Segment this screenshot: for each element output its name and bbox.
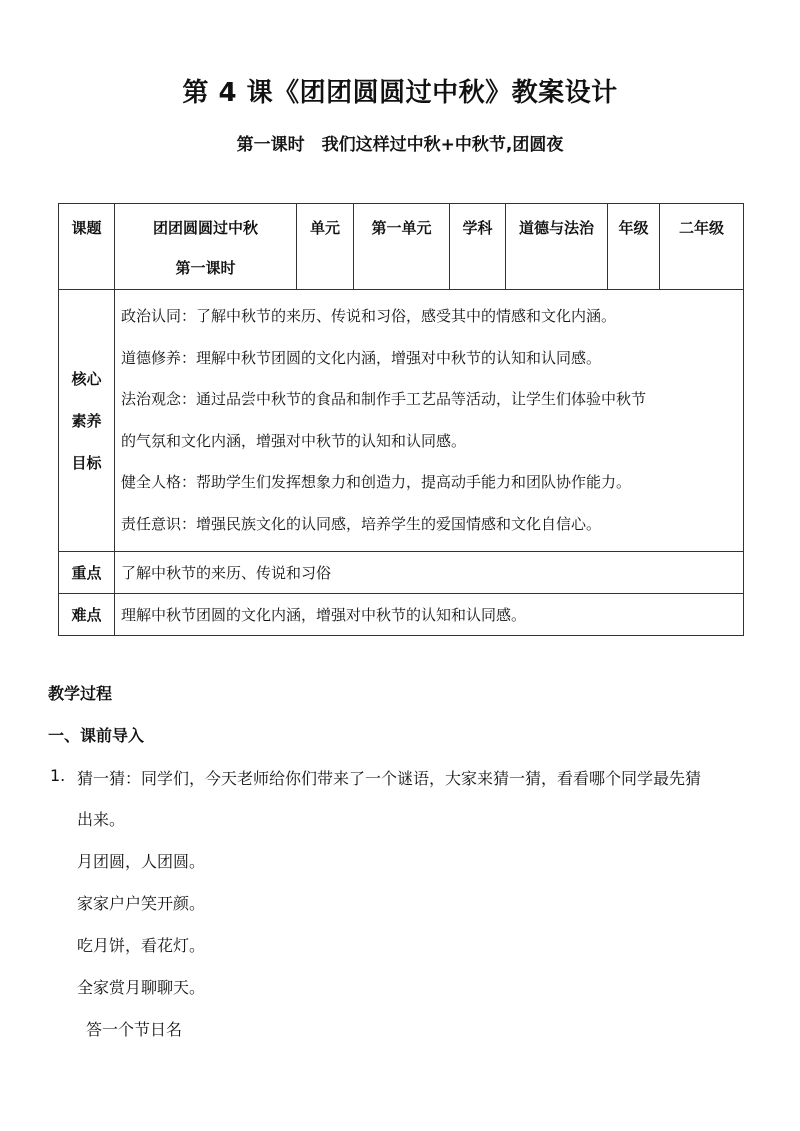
riddle-intro-line1: 猜一猜：同学们，今天老师给你们带来了一个谜语，大家来猜一猜，看看哪个同学最先猜 [77,769,702,788]
topic-header-text: 课题 [71,219,102,237]
riddle-answer-prompt: 答一个节日名 [86,1020,183,1039]
goal-line: 法治观念：通过品尝中秋节的食品和制作手工艺品等活动，让学生们体验中秋节 [121,390,647,408]
table-header-row [59,204,744,290]
topic-cell [115,204,297,290]
core-goals-row [59,290,744,552]
list-item-number: 1. [50,766,66,785]
goal-line: 责任意识：增强民族文化的认同感，培养学生的爱国情感和文化自信心。 [121,514,602,533]
section-heading-intro: 一、课前导入 [48,726,145,745]
unit-header [297,204,354,290]
topic-line1: 团团圆圆过中秋 [152,219,258,237]
core-label-line3: 目标 [71,453,102,472]
key-point-label: 重点 [59,552,115,594]
goal-line: 健全人格：帮助学生们发挥想象力和创造力，提高动手能力和团队协作能力。 [121,473,632,491]
subject-header-text: 学科 [462,219,493,237]
document-title: 第 4 课《团团圆圆过中秋》教案设计 [182,78,618,108]
key-point-text: 了解中秋节的来历、传说和习俗 [115,552,744,594]
lesson-info-table [58,203,744,636]
subject-value: 道德与法治 [518,219,594,237]
grade-header [608,204,660,290]
grade-value: 二年级 [678,219,724,237]
goal-line: 政治认同：了解中秋节的来历、传说和习俗，感受其中的情感和文化内涵。 [121,307,617,325]
unit-cell [354,204,450,290]
topic-line2: 第一课时 [175,259,236,277]
riddle-intro-line2: 出来。 [77,810,126,829]
goal-line: 道德修养：理解中秋节团圆的文化内涵，增强对中秋节的认知和认同感。 [121,348,602,367]
core-goals-text [115,290,744,552]
riddle-line: 全家赏月聊聊天。 [77,978,206,997]
difficulty-row [59,594,744,636]
subject-cell [506,204,608,290]
difficulty-text: 理解中秋节团圆的文化内涵，增强对中秋节的认知和认同感。 [115,594,744,636]
riddle-line: 吃月饼，看花灯。 [77,936,206,955]
topic-header [59,204,115,290]
core-label-line1: 核心 [71,369,102,388]
unit-value: 第一单元 [371,219,432,237]
teaching-process-heading: 教学过程 [48,684,113,703]
goal-line: 的气氛和文化内涵，增强对中秋节的认知和认同感。 [121,431,467,450]
core-label-line2: 素养 [71,411,102,430]
grade-header-text: 年级 [618,219,649,237]
difficulty-label: 难点 [59,594,115,636]
unit-header-text: 单元 [309,219,340,237]
grade-cell [660,204,744,290]
riddle-line: 月团圆，人团圆。 [77,852,206,871]
core-goals-label [59,290,115,552]
key-point-row [59,552,744,594]
subject-header [450,204,506,290]
riddle-line: 家家户户笑开颜。 [77,894,206,913]
document-subtitle: 第一课时 我们这样过中秋+中秋节,团圆夜 [236,135,564,155]
